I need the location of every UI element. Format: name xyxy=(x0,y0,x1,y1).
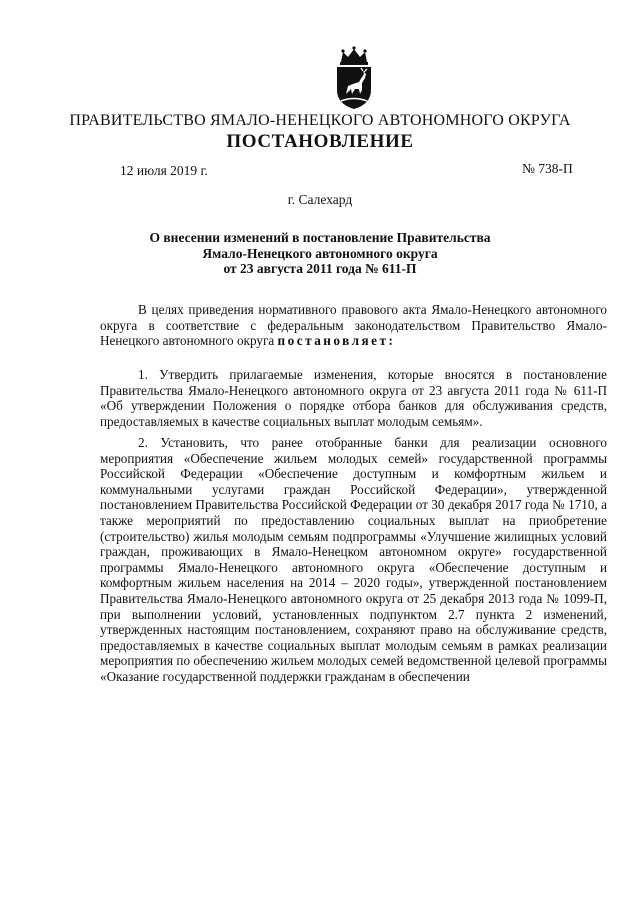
intro-text: В целях приведения нормативного правового акта Ямало-Ненецкого автономного округа в соответствие с федеральным законодательством Правительство Ямало-Ненецкого автономного округа xyxy=(100,302,607,349)
title-line-2: Ямало-Ненецкого автономного округа xyxy=(202,245,438,261)
paragraph-1 xyxy=(100,367,607,429)
intro-paragraph xyxy=(100,302,607,349)
paragraph-2 xyxy=(100,435,607,685)
paragraph-2-text: 2. Установить, что ранее отобранные банки для реализации основного мероприятия «Обеспечение жильем молодых семей» государственной программы Российской Федерации «Обеспечение доступным и комфортным жильем и коммунальными услугами граждан Российской Федерации», утвержденной постановлением Правительства Российской Федерации от 30 декабря 2017 года № 1710, а также мероприятий по предоставлению социальных выплат на приобретение (строительство) жилья молодым семьям подпрограммы «Улучшение жилищных условий граждан, проживающих в Ямало-Ненецком автономном округе» государственной программы Ямало-Ненецкого автономного округа «Обеспечение доступным и комфортным жильем населения на 2014 – 2020 годы», утвержденной постановлением Правительства Ямало-Ненецкого автономного округа от 25 декабря 2013 года № 1099-П, при выполнении условий, установленных подпунктом 2.7 пункта 2 изменений, утвержденных настоящим постановлением, сохраняют право на обслуживание средств, предоставляемых в качестве социальных выплат молодым семьям в рамках реализации мероприятия по обеспечению жильем молодых семей ведомственной целевой программы «Оказание государственной поддержки гражданам в обеспечении xyxy=(100,435,607,684)
title-line-1: О внесении изменений в постановление Правительства xyxy=(149,230,491,245)
resolution-keyword: постановляет: xyxy=(277,333,396,349)
document-type: ПОСТАНОВЛЕНИЕ xyxy=(226,131,414,152)
document-title xyxy=(0,230,640,277)
document-city: г. Салехард xyxy=(287,192,353,207)
paragraph-1-text: 1. Утвердить прилагаемые изменения, которые вносятся в постановление Правительства Ямало-Ненецкого автономного округа от 23 августа 2011 года № 611-П «Об утверждении Положения о порядке отбора банков для обслуживания средств, предоставляемых в качестве социальных выплат молодым семьям». xyxy=(100,367,607,429)
government-name: ПРАВИТЕЛЬСТВО ЯМАЛО-НЕНЕЦКОГО АВТОНОМНОГО ОКРУГА xyxy=(69,112,571,129)
yamal-coat-of-arms-icon xyxy=(329,44,379,110)
document-number: № 738-П xyxy=(522,161,573,176)
title-line-3: от 23 августа 2011 года № 611-П xyxy=(223,261,417,276)
document-date: 12 июля 2019 г. xyxy=(120,163,208,178)
